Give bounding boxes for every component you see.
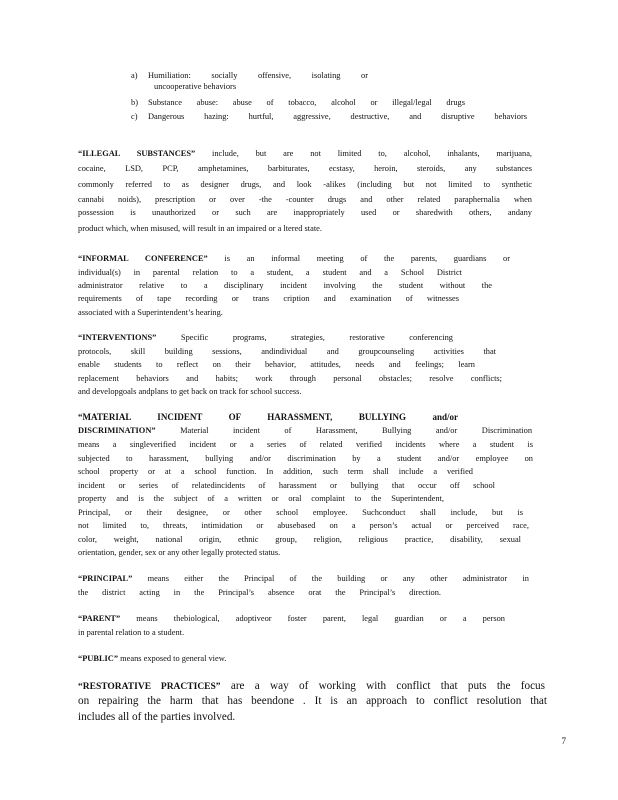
definition-material-incident-line-2 xyxy=(78,425,532,436)
definition-line: in parental relation to a student. xyxy=(78,628,185,637)
definition-line: enable students to reflect on their behavior, attitudes, needs and feelings; learn xyxy=(78,360,475,369)
definition-public-line xyxy=(78,653,532,664)
definition-principal-line xyxy=(78,573,529,584)
definition-line: subjected to harassment, bullying and/or discrimination by a student and/or employee on xyxy=(78,454,533,463)
definition-illegal-substances-line xyxy=(78,148,532,159)
page-number: 7 xyxy=(561,736,566,746)
definition-line: requirements of tape recording or trans cription and examination of witnesses xyxy=(78,294,459,303)
definition-line: administrator relative to a disciplinary incident involving the student without the xyxy=(78,281,492,290)
definition-line: color, weight, national origin, ethnic group, religion, religious practice, disability, sexual xyxy=(78,535,521,544)
definition-line: incident or series of relatedincidents of harassment or bullying that occur off school xyxy=(78,481,495,490)
definition-line: means a singleverified incident or a series of related verified incidents where a student is xyxy=(78,440,533,449)
definition-term: “MATERIAL INCIDENT OF HARASSMENT, BULLYING and/or xyxy=(78,412,458,422)
definition-line: orientation, gender, sex or any other legally protected status. xyxy=(78,548,281,557)
list-text: Dangerous hazing: hurtful, aggressive, destructive, and disruptive behaviors xyxy=(148,112,527,121)
definition-line: includes all of the parties involved. xyxy=(78,711,236,723)
definition-line: and developgoals andplans to get back on track for school success. xyxy=(78,387,302,396)
definition-line: cocaine, LSD, PCP, amphetamines, barbiturates, ecstasy, heroin, steroids, any substances xyxy=(78,164,532,173)
definition-line: Principal, or their designee, or other school employee. Suchconduct shall include, but is xyxy=(78,508,523,517)
list-label: a) xyxy=(131,71,138,80)
definition-line: individual(s) in parental relation to a student, a student and a School District xyxy=(78,268,462,277)
definition-term: “PRINCIPAL” xyxy=(78,574,133,583)
definition-text: means thebiological, adoptiveor foster parent, legal guardian or a person xyxy=(136,614,505,623)
definition-line: school property or at a school function. In addition, such term shall include a verified xyxy=(78,467,473,476)
definition-line: product which, when misused, will result in an impaired or a ltered state. xyxy=(78,224,322,233)
list-item-a xyxy=(131,70,531,92)
definition-term: “ILLEGAL SUBSTANCES” xyxy=(78,149,196,158)
definition-term: “INFORMAL CONFERENCE” xyxy=(78,254,208,263)
definition-term: “PUBLIC” xyxy=(78,654,119,663)
list-item-b xyxy=(131,97,531,108)
definition-text: means either the Principal of the building or any other administrator in xyxy=(147,574,529,583)
list-label: c) xyxy=(131,112,138,121)
definition-informal-conference-line xyxy=(78,253,510,264)
definition-text: means exposed to general view. xyxy=(120,654,227,663)
definition-text: are a way of working with conflict that puts the focus xyxy=(230,680,545,692)
definition-term: “RESTORATIVE PRACTICES” xyxy=(78,682,221,692)
definition-line: cannabi noids), prescription or over -the -counter drugs and other related paraphernalia when xyxy=(78,195,532,204)
definition-line: commonly referred to as designer drugs, and look -alikes (including but not limited to synthetic xyxy=(78,180,532,189)
list-text: Substance abuse: abuse of tobacco, alcohol or illegal/legal drugs xyxy=(148,98,465,107)
definition-term: “PARENT” xyxy=(78,614,121,623)
definition-term: “INTERVENTIONS” xyxy=(78,333,157,342)
definition-line: possession is unauthorized or such are inappropriately used or sharedwith others, andany xyxy=(78,208,532,217)
definition-restorative-practices-line xyxy=(78,679,545,694)
definition-line: property and is the subject of a written or oral complaint to the Superintendent, xyxy=(78,494,444,503)
definition-material-incident-line xyxy=(78,412,458,423)
definition-term: DISCRIMINATION” xyxy=(78,426,156,435)
list-text: uncooperative behaviors xyxy=(154,82,237,91)
definition-line: protocols, skill building sessions, andindividual and groupcounseling activities that xyxy=(78,347,496,356)
list-item-c xyxy=(131,111,531,122)
definition-interventions-line xyxy=(78,332,453,343)
definition-line: associated with a Superintendent’s hearing. xyxy=(78,308,223,317)
definition-parent-line xyxy=(78,613,505,624)
list-label: b) xyxy=(131,98,138,107)
definition-line: the district acting in the Principal’s absence orat the Principal’s direction. xyxy=(78,588,441,597)
list-text: Humiliation: socially offensive, isolating or xyxy=(148,71,368,80)
definition-line: replacement behaviors and habits; work through personal obstacles; resolve conflicts; xyxy=(78,374,502,383)
definition-text: Material incident of Harassment, Bullying and/or Discrimination xyxy=(180,426,532,435)
definition-text: is an informal meeting of the parents, guardians or xyxy=(224,254,510,263)
definition-line: on repairing the harm that has beendone . It is an approach to conflict resolution that xyxy=(78,695,547,707)
definition-text: include, but are not limited to, alcohol, inhalants, marijuana, xyxy=(212,149,532,158)
definition-line: not limited to, threats, intimidation or abusebased on a person’s actual or perceived race, xyxy=(78,521,529,530)
definition-text: Specific programs, strategies, restorative conferencing xyxy=(180,333,453,342)
